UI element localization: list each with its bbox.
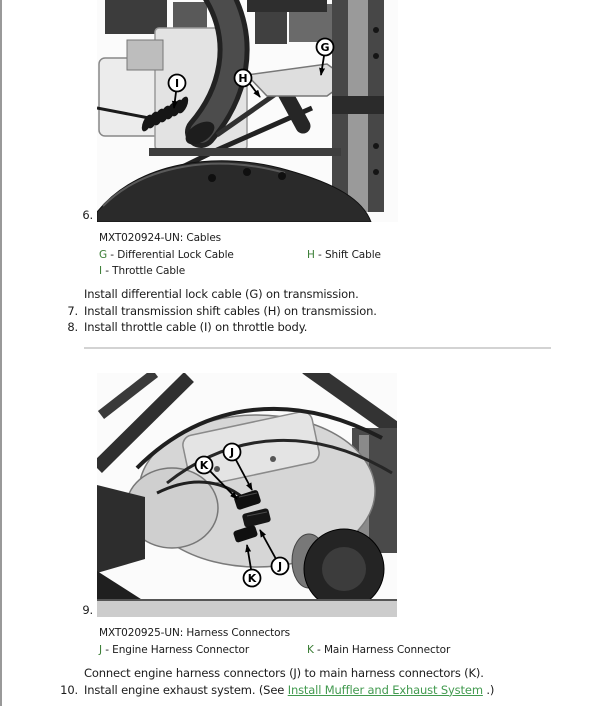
list-item-number: 10. — [60, 682, 78, 697]
legend-key: H — [307, 249, 315, 261]
figure-caption: MXT020924-UN: Cables — [99, 232, 222, 244]
step-text: Install throttle cable (I) on throttle body. — [84, 320, 308, 334]
harness-illustration — [97, 373, 397, 617]
section-harness-connectors — [0, 373, 600, 698]
list-item-number: 7. — [67, 303, 78, 318]
callout-h-letter: H — [238, 72, 248, 85]
legend-key: J — [99, 644, 102, 656]
step-text: Install transmission shift cables (H) on transmission. — [84, 303, 377, 318]
step-text — [84, 682, 494, 699]
legend-label: - Shift Cable — [314, 249, 381, 261]
step-text-suffix: .) — [482, 682, 495, 697]
callout-i-letter: I — [174, 77, 180, 90]
list-item-number — [0, 286, 78, 303]
figure-row — [0, 0, 600, 222]
section-divider — [84, 347, 551, 349]
figure-row — [0, 373, 600, 617]
figure-cables — [97, 0, 398, 222]
step-list — [0, 665, 600, 698]
list-item-number — [0, 665, 78, 682]
list-item-number: 6. — [82, 208, 93, 222]
legend-entry — [307, 642, 539, 658]
step-list — [0, 286, 600, 336]
callout-j-letter: J — [277, 560, 283, 573]
legend-key: K — [307, 644, 314, 656]
legend-entry — [99, 263, 307, 279]
section-cables — [0, 0, 600, 336]
legend-key: G — [99, 249, 108, 261]
callout-j-letter: J — [229, 446, 235, 459]
legend-entry — [307, 247, 539, 263]
figure-legend — [99, 642, 539, 658]
legend-label: - Differential Lock Cable — [107, 249, 234, 261]
callout-k-letter: K — [199, 459, 209, 472]
callout-g-letter: G — [320, 41, 330, 54]
legend-label: - Engine Harness Connector — [102, 644, 250, 656]
cables-illustration — [97, 0, 398, 222]
list-item — [0, 665, 600, 682]
callout-k-letter: K — [247, 572, 257, 585]
legend-label: - Main Harness Connector — [313, 644, 451, 656]
legend-key: I — [99, 265, 102, 277]
figure-legend — [99, 247, 539, 279]
install-muffler-exhaust-link[interactable]: Install Muffler and Exhaust System — [287, 682, 483, 697]
list-item — [0, 286, 600, 303]
step-text: Install differential lock cable (G) on transmission. — [84, 287, 359, 301]
list-item — [0, 319, 600, 336]
list-item-number: 9. — [82, 603, 93, 617]
legend-label: - Throttle Cable — [102, 265, 186, 277]
list-item-number: 8. — [67, 320, 78, 334]
legend-entry — [99, 247, 307, 263]
list-item — [0, 303, 600, 320]
step-text: Connect engine harness connectors (J) to main harness connectors (K). — [84, 666, 484, 680]
step-text-prefix: Install engine exhaust system. (See — [84, 682, 288, 697]
figure-harness — [97, 373, 397, 617]
legend-entry — [99, 642, 307, 658]
list-item — [0, 682, 600, 699]
figure-caption: MXT020925-UN: Harness Connectors — [99, 627, 291, 639]
